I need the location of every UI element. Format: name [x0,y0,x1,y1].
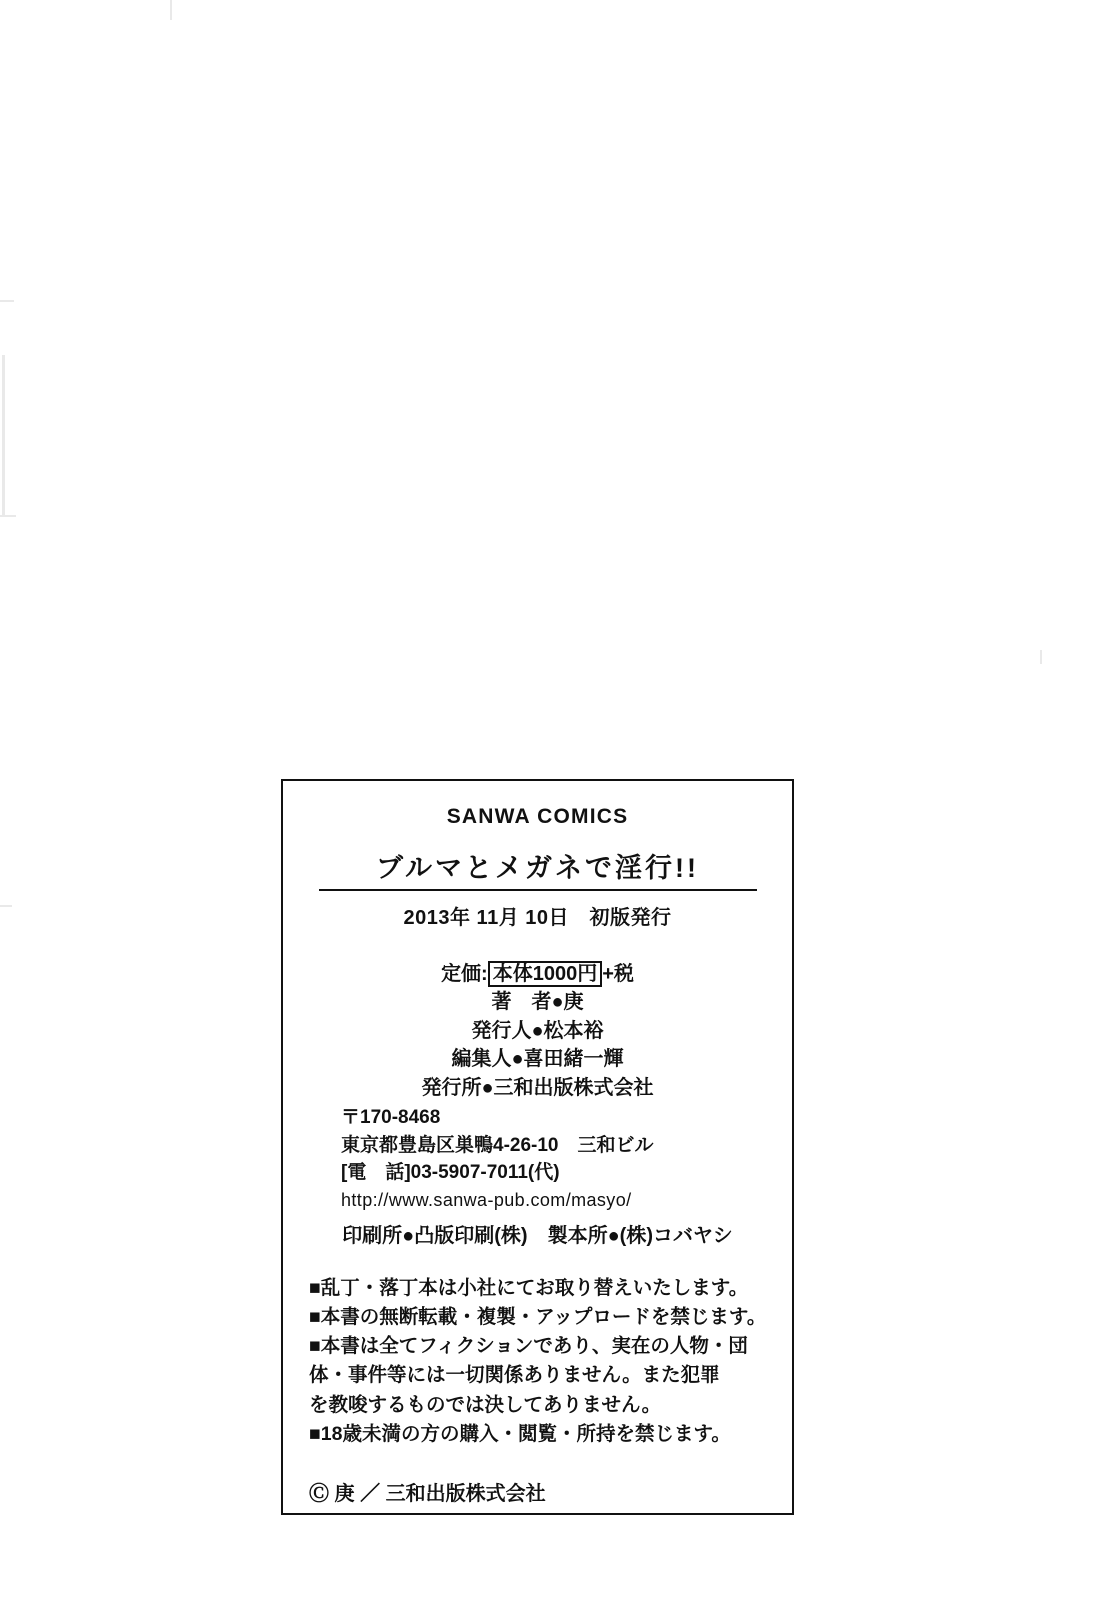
price-row [283,960,792,988]
price-label: 定価: [441,963,488,985]
colophon-box [281,779,794,1515]
author-row: 著 者●庚 [491,991,584,1014]
publisher-address [283,1104,792,1213]
title-wrapper [283,846,792,891]
publisher-person-row: 発行人●松本裕 [471,1019,604,1042]
notice-item: を教唆するものでは決してありません。 [309,1393,662,1416]
notice-item: ■本書は全てフィクションであり、実在の人物・団 [309,1335,748,1358]
publication-date: 2013年 11月 10日 初版発行 [403,907,672,929]
notice-item: ■乱丁・落丁本は小社にてお取り替えいたします。 [309,1276,749,1299]
address-line: 東京都豊島区巣鴨4-26-10 三和ビル [341,1134,654,1156]
printer-line: 印刷所●凸版印刷(株) 製本所●(株)コバヤシ [342,1224,733,1247]
postal-code: 〒170-8468 [341,1106,441,1128]
scan-artifact [0,300,14,302]
scan-artifact [0,905,12,907]
scan-artifact [1040,650,1042,664]
publisher-url[interactable]: http://www.sanwa-pub.com/masyo/ [341,1189,632,1210]
scan-artifact [2,355,5,515]
scan-artifact [170,0,172,20]
copyright-line: Ⓒ 庚 ／ 三和出版株式会社 [309,1483,546,1506]
notice-item: ■本書の無断転載・複製・アップロードを禁じます。 [309,1305,767,1328]
notices-list [283,1274,792,1450]
scan-artifact [0,515,16,517]
notice-item: 体・事件等には一切関係ありません。また犯罪 [309,1364,720,1387]
book-title: ブルマとメガネで淫行!! [319,846,757,891]
price-amount: 本体1000円 [488,961,603,987]
price-tax: +税 [602,963,634,985]
editor-row: 編集人●喜田緒一輝 [451,1048,624,1071]
notice-item: ■18歳未満の方の購入・閲覧・所持を禁じます。 [309,1422,731,1445]
phone-line: [電 話]03-5907-7011(代) [341,1162,560,1184]
imprint-label: SANWA COMICS [446,805,629,828]
publisher-row: 発行所●三和出版株式会社 [421,1076,654,1099]
publication-details [283,960,792,1102]
